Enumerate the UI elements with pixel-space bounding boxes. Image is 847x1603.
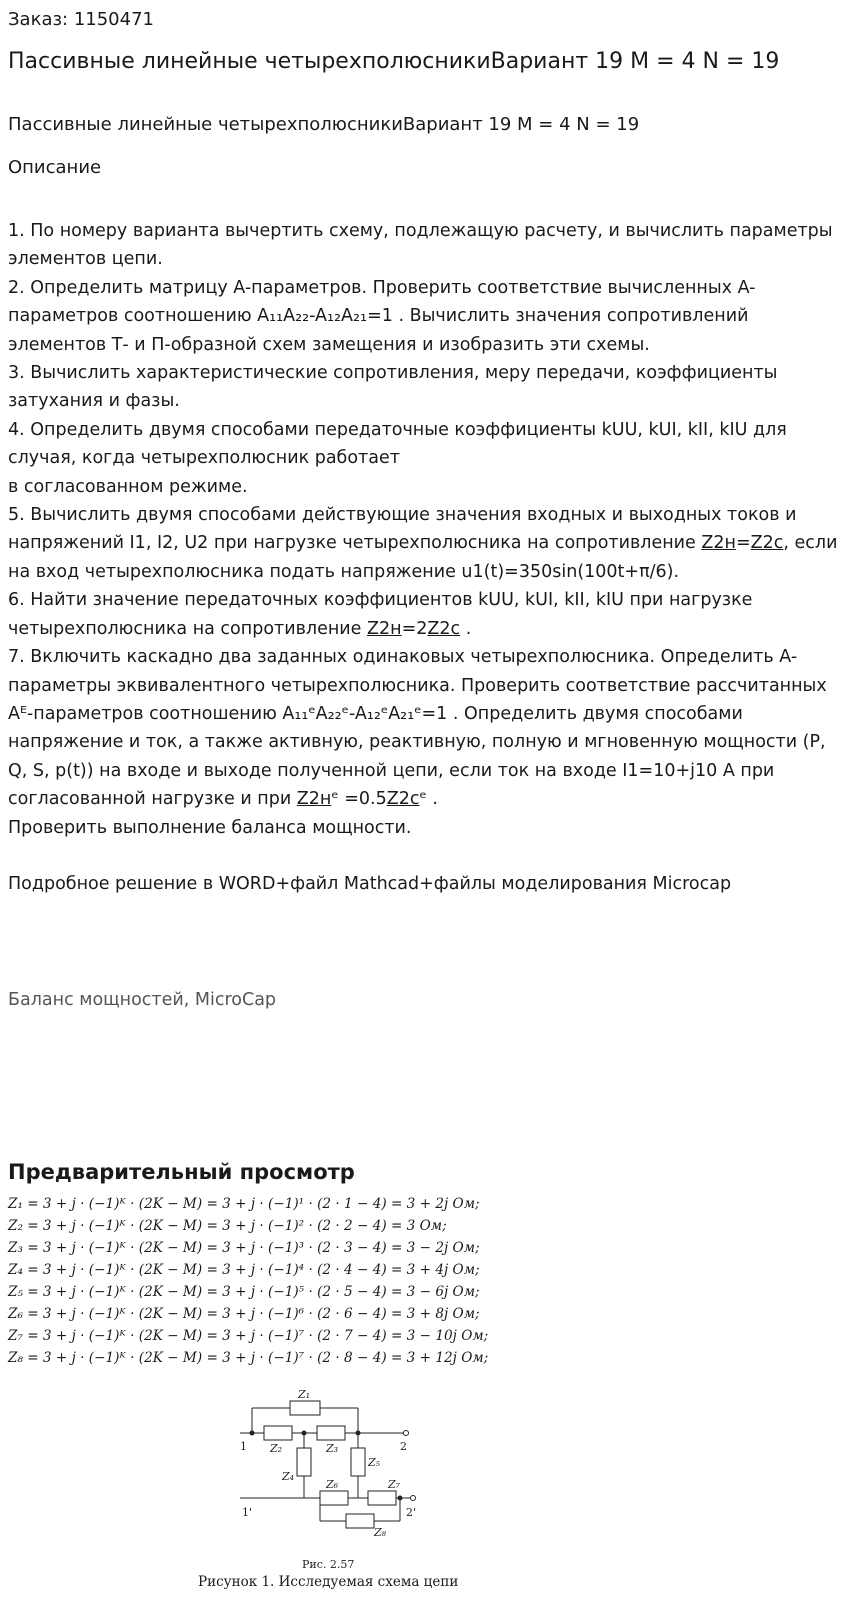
label-node-1p: 1' [242,1506,253,1519]
label-node-2: 2 [400,1440,407,1453]
item-7: 7. Включить каскадно два заданных одинаковых четырехполюсника. Определить A-параметры эквивалентного четырехполюсника. Проверить соответствие рассчитанных Aᴱ-параметров соотношению A₁₁ᵉA₂₂ᵉ-A₁₂ᵉA₂₁ᵉ=1 . Определить двумя способами напряжение и ток, а также активную, реактивную, полную и мгновенную мощности (P, Q, S, p(t)) на входе и выходе полученной цепи, если ток на входе I1=10+j10 A при согласованной нагрузке и при Z2нᵉ =0.5Z2сᵉ . Проверить выполнение баланса мощности. [8,647,827,838]
label-z7: Z₇ [388,1478,401,1491]
formula-row: Z₅ = 3 + j · (−1)ᴷ · (2K − M) = 3 + j · (−1)⁵ · (2 · 5 − 4) = 3 − 6j Ом; [8,1284,480,1300]
item-2: 2. Определить матрицу A-параметров. Проверить соответствие вычисленных A-параметров соотношению A₁₁A₂₂-A₁₂A₂₁=1 . Вычислить значения сопротивлений элементов Т- и П-образной схем замещения и изобразить эти схемы. [8,277,756,355]
description-heading: Описание [8,157,102,178]
circuit-schematic [240,1388,440,1573]
item-6: 6. Найти значение передаточных коэффициентов kUU, kUI, kII, kIU при нагрузке четырехполюсника на сопротивление Z2н=2Z2с . [8,590,753,639]
terminal [404,1431,409,1436]
label-z5: Z₅ [368,1456,381,1469]
formula-row: Z₇ = 3 + j · (−1)ᴷ · (2K − M) = 3 + j · (−1)⁷ · (2 · 7 − 4) = 3 − 10j Ом; [8,1328,489,1344]
resistor-z2 [264,1426,292,1440]
node-dot [398,1496,402,1500]
resistor-z3 [317,1426,345,1440]
solution-note: Подробное решение в WORD+файл Mathcad+файлы моделирования Microcap [8,873,732,894]
formula-row: Z₆ = 3 + j · (−1)ᴷ · (2K − M) = 3 + j · (−1)⁶ · (2 · 6 − 4) = 3 + 8j Ом; [8,1306,480,1322]
preview-heading: Предварительный просмотр [8,1160,355,1184]
terminal [411,1496,416,1501]
formula-row: Z₃ = 3 + j · (−1)ᴷ · (2K − M) = 3 + j · (−1)³ · (2 · 3 − 4) = 3 − 2j Ом; [8,1240,480,1256]
resistor-z6 [320,1491,348,1505]
resistor-z7 [368,1491,396,1505]
resistor-z1 [290,1401,320,1415]
page-title: Пассивные линейные четырехполюсникиВариант 19 M = 4 N = 19 [8,49,780,74]
resistor-z8 [346,1514,374,1528]
label-z6: Z₆ [326,1478,339,1491]
item-1: 1. По номеру варианта вычертить схему, подлежащую расчету, и вычислить параметры элементов цепи. [8,221,833,270]
node-dot [302,1431,306,1435]
label-node-2p: 2' [406,1506,417,1519]
formula-row: Z₄ = 3 + j · (−1)ᴷ · (2K − M) = 3 + j · (−1)⁴ · (2 · 4 − 4) = 3 + 4j Ом; [8,1262,480,1278]
item-3: 3. Вычислить характеристические сопротивления, меру передачи, коэффициенты затухания и фазы. [8,363,778,412]
tags[interactable]: Баланс мощностей, MicroCap [8,990,277,1010]
order-number: Заказ: 1150471 [8,9,154,30]
label-z4: Z₄ [282,1470,295,1483]
resistor-z5 [351,1448,365,1476]
formula-row: Z₁ = 3 + j · (−1)ᴷ · (2K − M) = 3 + j · (−1)¹ · (2 · 1 − 4) = 3 + 2j Ом; [8,1196,480,1212]
label-z1: Z₁ [298,1388,311,1401]
label-z8: Z₈ [374,1526,387,1539]
node-dot [250,1431,254,1435]
formula-list [8,1193,488,1369]
item-5: 5. Вычислить двумя способами действующие значения входных и выходных токов и напряжений I1, I2, U2 при нагрузке четырехполюсника на сопротивление Z2н=Z2с, если на вход четырехполюсника подать напряжение u1(t)=350sin(100t+π/6). [8,505,838,582]
formula-row: Z₂ = 3 + j · (−1)ᴷ · (2K − M) = 3 + j · (−1)² · (2 · 2 − 4) = 3 Ом; [8,1218,447,1234]
page-subtitle: Пассивные линейные четырехполюсникиВариант 19 M = 4 N = 19 [8,114,640,135]
label-z2: Z₂ [270,1442,283,1455]
schematic-caption: Рис. 2.57 [302,1558,355,1571]
label-z3: Z₃ [326,1442,339,1455]
figure-caption: Рисунок 1. Исследуемая схема цепи [198,1574,459,1590]
node-dot [356,1431,360,1435]
label-node-1: 1 [240,1440,247,1453]
item-4: 4. Определить двумя способами передаточные коэффициенты kUU, kUI, kII, kIU для случая, когда четырехполюсник работает в согласованном режиме. [8,419,787,497]
resistor-z4 [297,1448,311,1476]
formula-row: Z₈ = 3 + j · (−1)ᴷ · (2K − M) = 3 + j · (−1)⁷ · (2 · 8 − 4) = 3 + 12j Ом; [8,1350,489,1366]
description-body [8,217,843,898]
